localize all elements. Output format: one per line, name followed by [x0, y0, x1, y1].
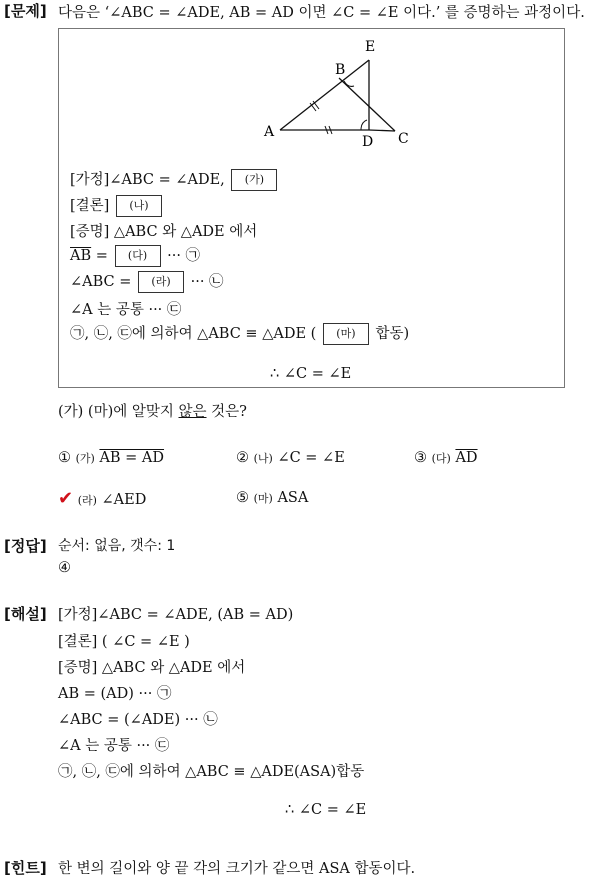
- problem-tag: [문제]: [4, 2, 47, 20]
- explanation-tag: [해설]: [4, 605, 47, 623]
- explanation-line-4: AB = (AD) ··· ㉠: [58, 686, 172, 702]
- check-icon: ✔: [58, 488, 74, 509]
- blank-ra: (라): [138, 271, 184, 293]
- explanation-line-7: ㉠, ㉡, ㉢에 의하여 △ABC ≡ △ADE(ASA)합동: [58, 764, 365, 780]
- proof-conclusion: [결론] (나): [70, 194, 164, 217]
- explanation-line-2: [결론] ( ∠C = ∠E ): [58, 634, 190, 650]
- problem-statement: 다음은 ‘∠ABC = ∠ADE, AB = AD 이면 ∠C = ∠E 이다.’ 를 증명하는 과정이다.: [58, 5, 585, 21]
- label-e: E: [365, 39, 376, 55]
- label-b: B: [335, 62, 346, 78]
- option-5[interactable]: ⑤ (마) ASA: [236, 490, 309, 506]
- blank-ma: (마): [323, 323, 369, 345]
- proof-step-3: ∠A 는 공통 ··· ㉢: [70, 302, 182, 318]
- explanation-line-3: [증명] △ABC 와 △ADE 에서: [58, 660, 246, 676]
- blank-ga: (가): [231, 169, 277, 191]
- label-d: D: [362, 134, 374, 150]
- option-2[interactable]: ② (나) ∠C = ∠E: [236, 450, 345, 466]
- answer-tag: [정답]: [4, 537, 47, 555]
- answer-meta: 순서: 없음, 갯수: 1: [58, 538, 176, 554]
- question: (가) (마)에 알맞지 않은 것은?: [58, 404, 247, 420]
- hint-tag: [힌트]: [4, 859, 47, 877]
- proof-header: [증명] △ABC 와 △ADE 에서: [70, 224, 258, 240]
- explanation-line-1: [가정]∠ABC = ∠ADE, (AB = AD): [58, 607, 294, 623]
- explanation-conclusion: ∴ ∠C = ∠E: [285, 802, 367, 818]
- explanation-line-5: ∠ABC = (∠ADE) ··· ㉡: [58, 712, 218, 728]
- proof-step-4: ㉠, ㉡, ㉢에 의하여 △ABC ≡ △ADE ( (마) 합동): [70, 322, 409, 345]
- answer-value: ④: [58, 560, 71, 576]
- label-a: A: [264, 124, 275, 140]
- proof-final: ∴ ∠C = ∠E: [270, 366, 352, 382]
- blank-da: (다): [115, 245, 161, 267]
- explanation-line-6: ∠A 는 공통 ··· ㉢: [58, 738, 170, 754]
- option-3[interactable]: ③ (다) $\overline{AD}$: [414, 450, 478, 466]
- label-c: C: [398, 131, 409, 147]
- option-1[interactable]: ① (가) AB = AD: [58, 450, 165, 466]
- proof-step-1: $\overline{AB}$ = (다) ··· ㉠: [70, 244, 200, 267]
- proof-assumption: [가정]∠ABC = ∠ADE, (가): [70, 168, 279, 191]
- option-4[interactable]: ✔ (라) ∠AED: [58, 488, 147, 509]
- triangle-figure: [255, 36, 415, 151]
- hint-text: 한 변의 길이와 양 끝 각의 크기가 같으면 ASA 합동이다.: [58, 861, 416, 877]
- proof-step-2: ∠ABC = (라) ··· ㉡: [70, 270, 224, 293]
- blank-na: (나): [116, 195, 162, 217]
